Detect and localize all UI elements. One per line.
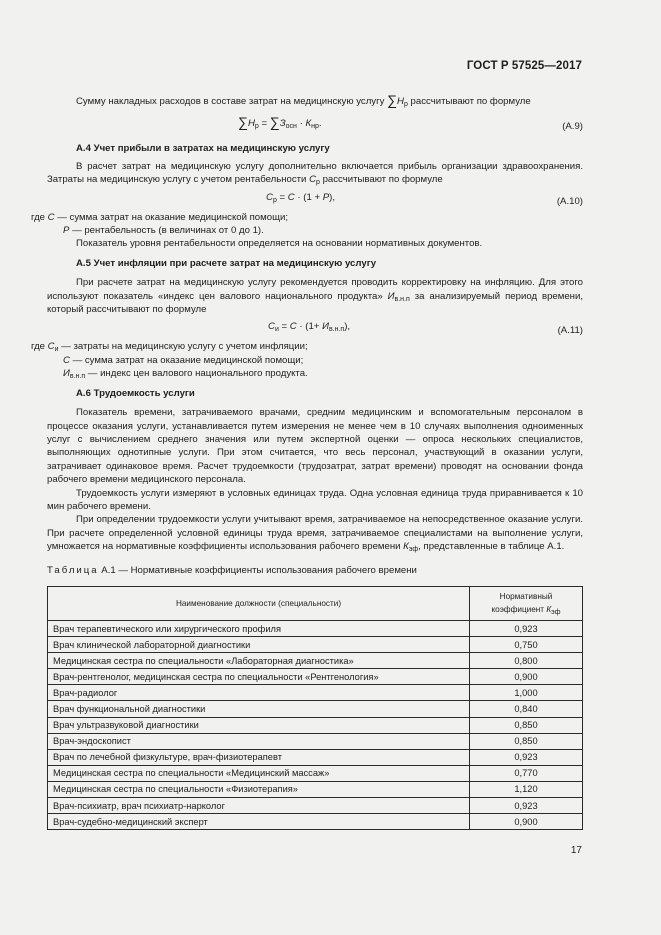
table-header-position: Наименование должности (специальности) [48,586,470,620]
formula-a10: $С_р = С \cdot (1 + Р)$, (А.10) [266,191,583,207]
where-i: $И_{в.н.п}$ — индекс цен валового национального продукта. [63,368,308,381]
position-name: Врач функциональной диагностики [48,701,470,717]
table-row [48,717,583,733]
page-number: 17 [570,845,582,856]
coefficient-value: 0,900 [470,669,583,685]
a6-paragraph-2: Трудоемкость услуги измеряют в условных единицах труда. Одна условная единица труда приравнивается к 10 мин рабочего времени. [47,487,583,512]
coefficient-value: 0,800 [470,653,583,669]
table-row [48,798,583,814]
table-row [48,781,583,797]
position-name: Врач-эндоскопист [48,733,470,749]
table-row [48,669,583,685]
position-name: Врач клинической лабораторной диагностики [48,637,470,653]
a5-paragraph: При расчете затрат на медицинскую услугу рекомендуется проводить корректировку на инфляцию. Для этого используют показатель «индекс цен валового национального продукта» $И_{в.н.п}$ за анализируемый период времени, который рассчитывают по формуле [47,277,583,316]
position-name: Медицинская сестра по специальности «Лабораторная диагностика» [48,653,470,669]
position-name: Врач-психиатр, врач психиатр-нарколог [48,798,470,814]
coefficient-value: 0,923 [470,798,583,814]
section-heading-a6: А.6 Трудоемкость услуги [76,387,195,399]
table-row [48,765,583,781]
doc-code: ГОСТ Р 57525—2017 [466,60,582,72]
page-content [31,92,583,830]
coefficient-value: 0,850 [470,733,583,749]
table-row [48,701,583,717]
coefficient-value: 0,840 [470,701,583,717]
where-ci: где $С_и$ — затраты на медицинскую услугу с учетом инфляции; [31,341,308,354]
coefficient-value: 0,850 [470,717,583,733]
position-name: Медицинская сестра по специальности «Физиотерапия» [48,781,470,797]
where-c2: С — сумма затрат на оказание медицинской помощи; [63,354,304,366]
intro-paragraph: Сумму накладных расходов в составе затрат на медицинскую услугу $\sum Н_р$ рассчитывают по формуле [76,92,531,108]
table-row [48,637,583,653]
coefficient-value: 0,923 [470,749,583,765]
coefficients-table [47,586,583,830]
position-name: Врач по лечебной физкультуре, врач-физиотерапевт [48,749,470,765]
section-heading-a5: А.5 Учет инфляции при расчете затрат на медицинскую услугу [76,257,377,269]
position-name: Врач-радиолог [48,685,470,701]
coefficient-value: 0,923 [470,620,583,636]
a4-paragraph-2: Показатель уровня рентабельности определяется на основании нормативных документов. [76,238,483,250]
position-name: Медицинская сестра по специальности «Медицинский массаж» [48,765,470,781]
where-p: Р — рентабельность (в величинах от 0 до 1). [63,225,264,237]
table-row [48,814,583,830]
table-row [48,685,583,701]
table-row [48,749,583,765]
position-name: Врач ультразвуковой диагностики [48,717,470,733]
coefficient-value: 0,900 [470,814,583,830]
coefficient-value: 1,120 [470,781,583,797]
coefficient-value: 0,770 [470,765,583,781]
where-c: где С — сумма затрат на оказание медицинской помощи; [31,211,288,223]
a6-paragraph-1: Показатель времени, затрачиваемого врачами, средним медицинским и вспомогательным персоналом в процессе оказания услуги, устанавливается путем измерения не менее чем в 10 случаях выполнения одноименных услуг с вычислением среднего значения или путем экспертной оценки — опроса нескольких специалистов, выполняющих однотипные услуги. При этом считается, что весь персонал, участвующий в оказании услуги, затрачивает одинаковое время. Расчет трудоемкости (трудозатрат, затрат времени) проводят на основании фонда рабочего времени медицинского персонала. [47,407,583,486]
table-row [48,653,583,669]
position-name: Врач-судебно-медицинский эксперт [48,814,470,830]
coefficient-value: 0,750 [470,637,583,653]
formula-a11: $С_и = С \cdot (1+ И_{в.н.п})$, (А.11) [268,321,583,337]
table-header-coefficient: Нормативный коэффициент $К_{эф}$ [470,586,583,620]
position-name: Врач-рентгенолог, медицинская сестра по специальности «Рентгенология» [48,669,470,685]
table-caption: Таблица А.1 — Нормативные коэффициенты использования рабочего времени [47,564,417,576]
coefficient-value: 1,000 [470,685,583,701]
table-row [48,733,583,749]
a6-paragraph-3: При определении трудоемкости услуги учитывают время, затрачиваемое на непосредственное оказание услуги. При расчете определенной условной единицы труда время, затрачиваемое специалистами на выполнение услуги, умножается на нормативные коэффициенты использования рабочего времени $К_{эф}$, представленные в таблице А.1. [47,514,583,554]
position-name: Врач терапевтического или хирургического профиля [48,620,470,636]
formula-number: (А.9) [562,121,583,133]
a4-paragraph: В расчет затрат на медицинскую услугу дополнительно включается прибыль организации здравоохранения. Затраты на медицинскую услугу с учетом рентабельности $С_р$ рассчитывают по формуле [47,160,583,187]
formula-number: (А.11) [557,325,583,337]
formula-number: (А.10) [556,195,583,207]
table-row [48,620,583,636]
formula-a9: $\sum Н_р = \sum З_{осн} \cdot К_{нр}$. (А.9) [238,114,583,133]
section-heading-a4: А.4 Учет прибыли в затратах на медицинскую услугу [76,143,330,155]
